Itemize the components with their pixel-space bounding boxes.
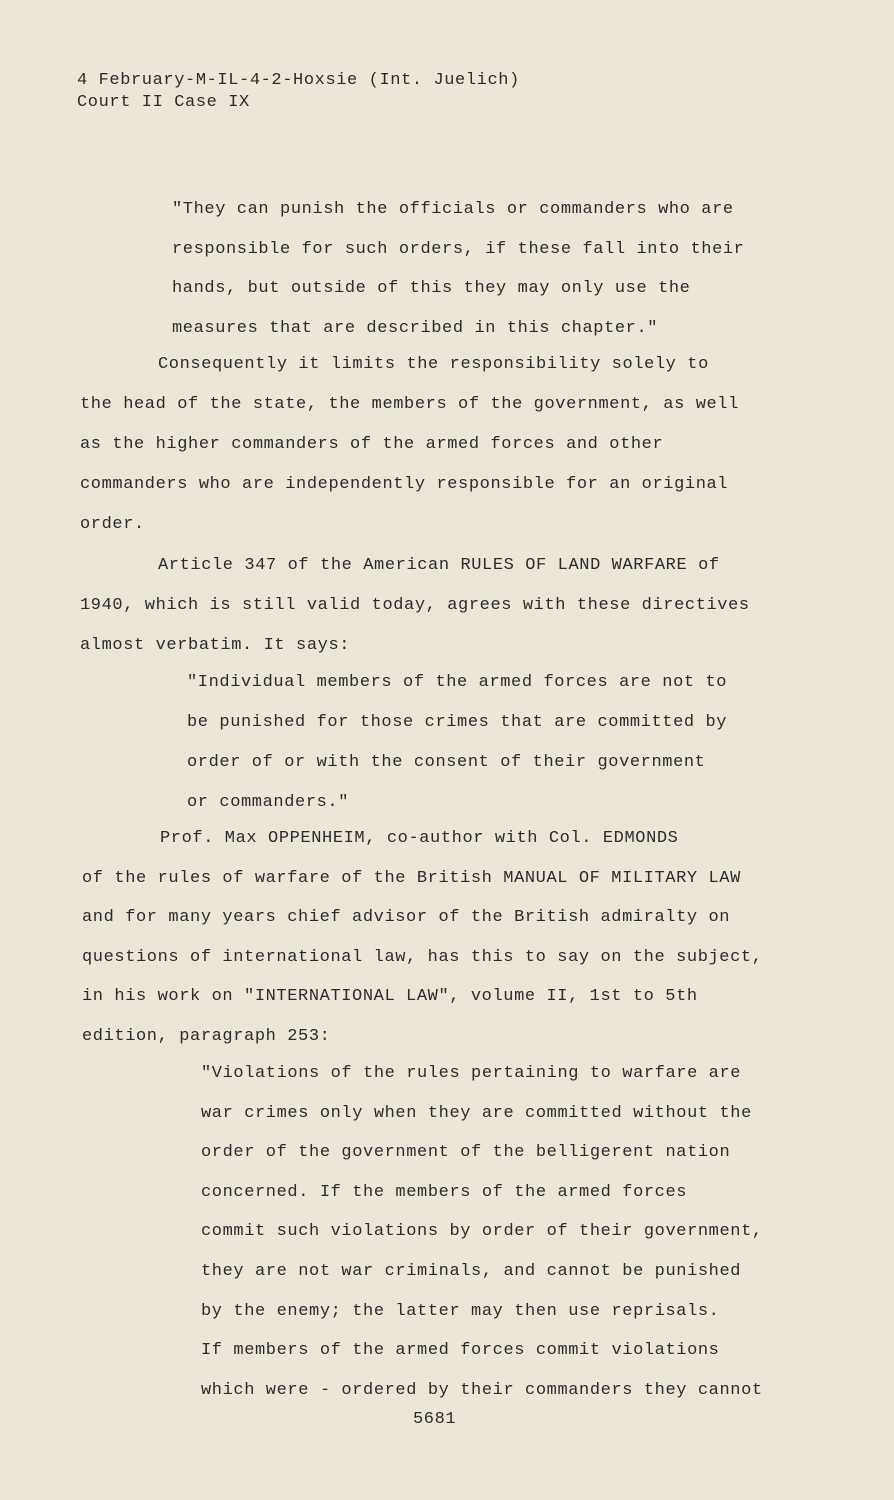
paragraph-line: 1940, which is still valid today, agrees with these directives xyxy=(80,596,750,615)
paragraph-line: of the rules of warfare of the British MANUAL OF MILITARY LAW xyxy=(82,868,741,888)
paragraph-1 xyxy=(80,345,739,545)
paragraph-line: as the higher commanders of the armed forces and other xyxy=(80,435,664,454)
header-line-1: 4 February-M-IL-4-2-Hoxsie (Int. Juelich) xyxy=(77,71,520,90)
document-header xyxy=(77,70,520,114)
quote-line: by the enemy; the latter may then use reprisals. xyxy=(201,1301,720,1321)
paragraph-3 xyxy=(82,819,763,1056)
page-number: 5681 xyxy=(413,1410,457,1429)
quote-line: responsible for such orders, if these fall into their xyxy=(172,239,745,259)
paragraph-line: order. xyxy=(80,515,145,534)
quote-line: which were - ordered by their commanders they cannot xyxy=(201,1380,763,1400)
paragraph-line: edition, paragraph 253: xyxy=(82,1026,331,1046)
quote-line: "Individual members of the armed forces are not to xyxy=(187,673,728,692)
quote-line: concerned. If the members of the armed forces xyxy=(201,1182,688,1202)
quote-line: be punished for those crimes that are committed by xyxy=(187,713,728,732)
quote-line: commit such violations by order of their government, xyxy=(201,1222,763,1242)
quote-block-3 xyxy=(201,1054,763,1410)
quote-line: If members of the armed forces commit violations xyxy=(201,1341,720,1361)
paragraph-line: the head of the state, the members of the government, as well xyxy=(80,395,739,414)
paragraph-2 xyxy=(80,546,750,666)
quote-line: order of the government of the belligerent nation xyxy=(201,1143,731,1163)
quote-line: they are not war criminals, and cannot be punished xyxy=(201,1261,742,1281)
quote-block-1 xyxy=(172,190,745,348)
quote-line: or commanders." xyxy=(187,793,350,812)
quote-line: "Violations of the rules pertaining to warfare are xyxy=(201,1064,742,1083)
paragraph-line: Article 347 of the American RULES OF LAND WARFARE of xyxy=(158,556,720,575)
header-line-2: Court II Case IX xyxy=(77,93,250,112)
paragraph-line: commanders who are independently responsible for an original xyxy=(80,475,729,494)
paragraph-line: in his work on "INTERNATIONAL LAW", volume II, 1st to 5th xyxy=(82,987,698,1006)
quote-line: measures that are described in this chapter." xyxy=(172,318,659,338)
quote-line: order of or with the consent of their government xyxy=(187,753,706,772)
paragraph-line: almost verbatim. It says: xyxy=(80,636,351,655)
quote-line: hands, but outside of this they may only use the xyxy=(172,279,691,298)
quote-line: "They can punish the officials or commanders who are xyxy=(172,200,734,219)
quote-block-2 xyxy=(187,663,727,823)
paragraph-line: Prof. Max OPPENHEIM, co-author with Col. EDMONDS xyxy=(160,829,679,848)
paragraph-line: Consequently it limits the responsibility solely to xyxy=(158,355,709,374)
paragraph-line: questions of international law, has this to say on the subject, xyxy=(82,947,763,967)
paragraph-line: and for many years chief advisor of the British admiralty on xyxy=(82,908,731,927)
quote-line: war crimes only when they are committed without the xyxy=(201,1103,752,1123)
